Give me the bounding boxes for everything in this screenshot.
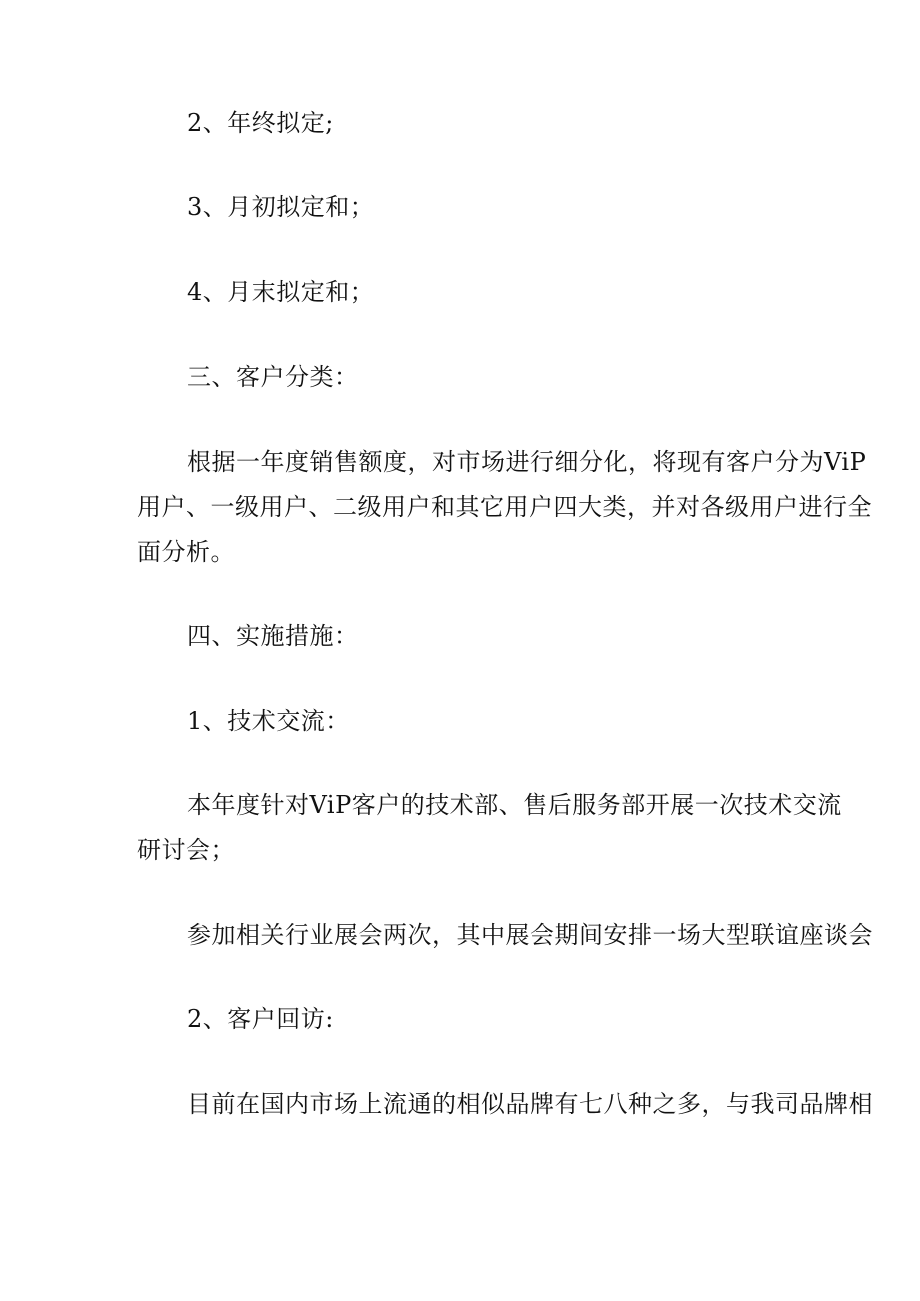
paragraph-line: 参加相关行业展会两次，其中展会期间安排一场大型联谊座谈会	[187, 921, 873, 949]
section-heading-implementation: 四、实施措施：	[187, 622, 359, 650]
paragraph-line: 根据一年度销售额度，对市场进行细分化，将现有客户分为ViP	[187, 448, 867, 476]
paragraph-line: 研讨会；	[137, 836, 235, 864]
list-item-month-end: 4、月末拟定和；	[187, 278, 375, 306]
subheading-customer-visit: 2、客户回访:	[187, 1005, 334, 1033]
paragraph-line: 本年度针对ViP客户的技术部、售后服务部开展一次技术交流	[187, 791, 842, 819]
paragraph-line: 面分析。	[137, 538, 235, 566]
list-item-month-start: 3、月初拟定和；	[187, 193, 375, 221]
subheading-technical-exchange: 1、技术交流：	[187, 707, 350, 735]
paragraph-line: 用户、一级用户、二级用户和其它用户四大类，并对各级用户进行全	[137, 493, 872, 521]
paragraph-line: 目前在国内市场上流通的相似品牌有七八种之多，与我司品牌相	[187, 1090, 873, 1118]
section-heading-customer-classification: 三、客户分类：	[187, 363, 359, 391]
list-item-year-end: 2、年终拟定;	[187, 109, 334, 137]
